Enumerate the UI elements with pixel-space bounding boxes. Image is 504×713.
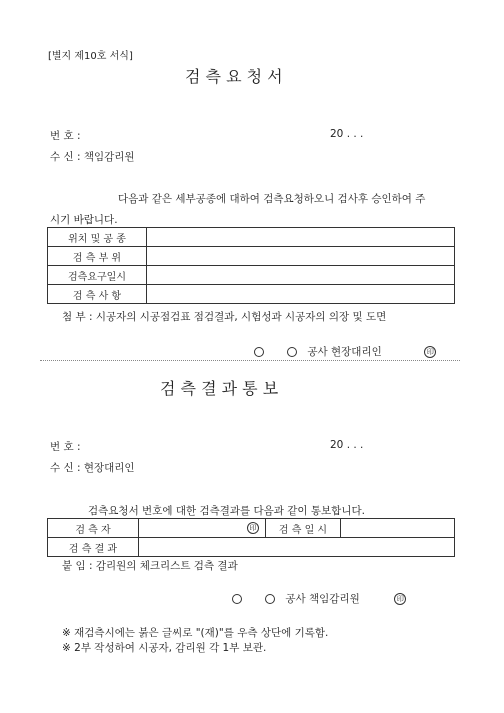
request-date: 20 . . . xyxy=(330,128,364,140)
request-attach-text: 시공자의 시공점검표 점검결과, 시험성과 시공자의 의장 및 도면 xyxy=(95,311,387,323)
result-date-value[interactable] xyxy=(341,519,455,538)
result-title: 검 측 결 과 통 보 xyxy=(160,379,279,398)
circle-mark-icon xyxy=(232,594,242,604)
request-row-label: 위치 및 공 종 xyxy=(48,228,147,247)
seal-icon: 印 xyxy=(394,593,406,605)
result-recipient: 현장대리인 xyxy=(83,462,135,474)
result-table xyxy=(47,518,455,557)
result-attach-text: 감리원의 체크리스트 검측 결과 xyxy=(95,560,238,572)
request-row-label: 검 측 사 항 xyxy=(48,285,147,304)
table-row xyxy=(48,228,455,247)
result-recipient-row xyxy=(50,460,135,475)
request-row-value[interactable] xyxy=(147,285,455,304)
request-table xyxy=(47,227,455,304)
circle-mark-icon xyxy=(265,594,275,604)
result-outcome-label: 검 측 결 과 xyxy=(48,538,139,557)
request-title: 검 측 요 청 서 xyxy=(185,67,283,86)
request-body-line2: 시기 바랍니다. xyxy=(50,214,118,226)
result-date-label: 검 측 일 시 xyxy=(266,519,341,538)
table-row xyxy=(48,247,455,266)
result-recipient-label: 수 신 : xyxy=(50,462,81,474)
request-row-value[interactable] xyxy=(147,266,455,285)
request-signature xyxy=(254,344,436,359)
seal-icon: 印 xyxy=(247,522,259,534)
request-recipient: 책임감리원 xyxy=(83,151,135,163)
request-row-value[interactable] xyxy=(147,228,455,247)
table-row xyxy=(48,266,455,285)
request-attach-label: 첨 부 : xyxy=(62,311,93,323)
result-attachment xyxy=(62,558,238,573)
request-number-label: 번 호 : xyxy=(50,130,81,142)
result-attach-label: 붙 임 : xyxy=(62,560,93,572)
request-row-label: 검 측 부 위 xyxy=(48,247,147,266)
result-body-line: 검측요청서 번호에 대한 검측결과를 다음과 같이 통보합니다. xyxy=(88,505,365,517)
request-recipient-row xyxy=(50,149,135,164)
circle-mark-icon xyxy=(287,347,297,357)
seal-icon: 印 xyxy=(424,346,436,358)
request-row-label: 검측요구일시 xyxy=(48,266,147,285)
circle-mark-icon xyxy=(254,347,264,357)
result-signer: 공사 책임감리원 xyxy=(285,593,360,605)
result-date: 20 . . . xyxy=(330,439,364,451)
result-inspector-value[interactable] xyxy=(139,519,266,538)
table-row xyxy=(48,538,455,557)
request-attachment xyxy=(62,309,386,324)
request-row-value[interactable] xyxy=(147,247,455,266)
result-number-label: 번 호 : xyxy=(50,441,81,453)
note-2: ※ 2부 작성하여 시공자, 감리원 각 1부 보관. xyxy=(62,642,267,654)
request-recipient-label: 수 신 : xyxy=(50,151,81,163)
table-row xyxy=(48,519,455,538)
form-number: [별지 제10호 서식] xyxy=(48,51,133,62)
request-body-line1: 다음과 같은 세부공종에 대하여 검측요청하오니 검사후 승인하여 주 xyxy=(118,193,426,205)
section-divider xyxy=(40,360,460,361)
result-inspector-label: 검 측 자 xyxy=(48,519,139,538)
result-signature xyxy=(232,591,406,606)
table-row xyxy=(48,285,455,304)
result-outcome-value[interactable] xyxy=(139,538,455,557)
note-1: ※ 재검측시에는 붉은 글씨로 "(재)"를 우측 상단에 기록함. xyxy=(62,627,329,639)
request-signer: 공사 현장대리인 xyxy=(307,346,382,358)
